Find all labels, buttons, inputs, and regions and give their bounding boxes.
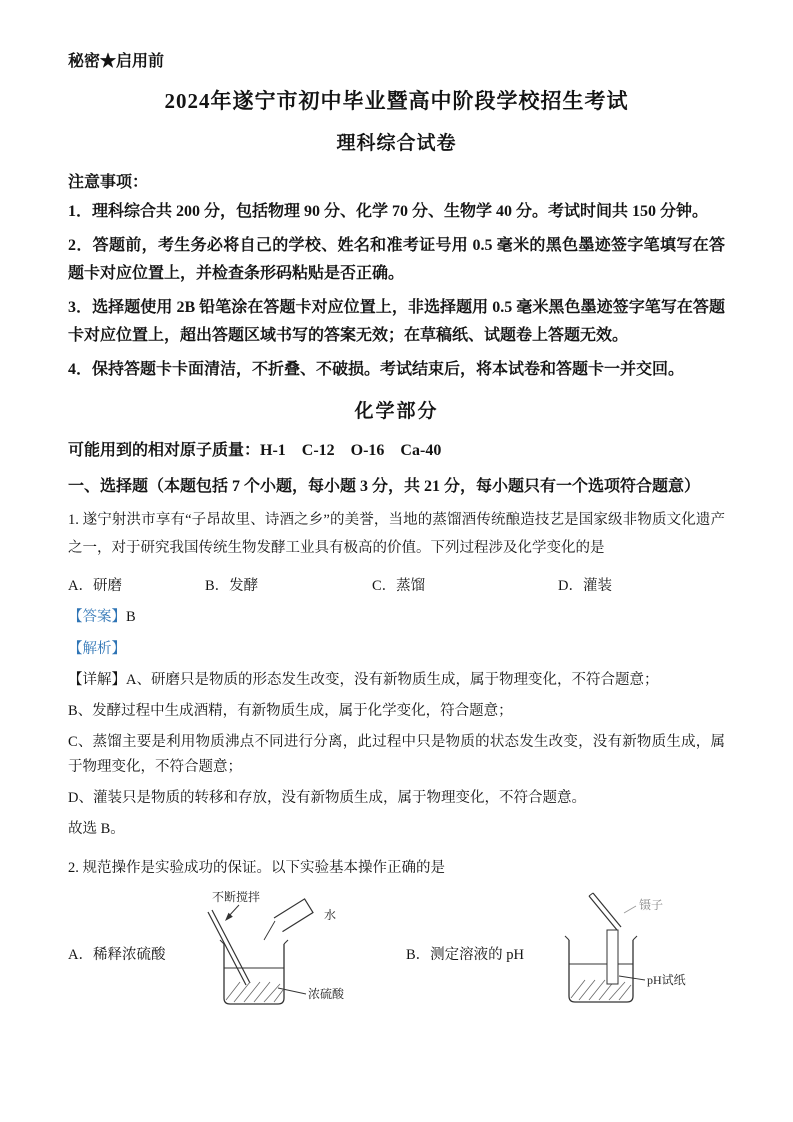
- water-label: 水: [324, 908, 337, 922]
- question-2-stem: 2. 规范操作是实验成功的保证。以下实验基本操作正确的是: [68, 860, 445, 876]
- dropper-icon: [589, 893, 621, 930]
- question-2: [68, 854, 725, 1018]
- option-d: D．灌装: [558, 578, 612, 594]
- answer-line: [68, 605, 725, 630]
- ph-paper-strip-icon: [607, 930, 618, 984]
- acid-label: 浓硫酸: [308, 987, 345, 1001]
- notice-item-2: 2．答题前，考生务必将自己的学校、姓名和准考证号用 0.5 毫米的黑色墨迹签字笔填写在答题卡对应位置上，并检查条形码粘贴是否正确。: [68, 237, 725, 282]
- beaker-icon: [220, 940, 288, 1004]
- detail-option-a: 【详解】A、研磨只是物质的形态发生改变，没有新物质生成，属于物理变化，不符合题意；: [68, 672, 659, 688]
- detail-option-c: C、蒸馏主要是利用物质沸点不同进行分离，此过程中只是物质的状态发生改变，没有新物质生成，属于物理变化，不符合题意；: [68, 734, 725, 775]
- answer-label: 【答案】: [68, 609, 126, 625]
- analysis-label: 【解析】: [68, 641, 126, 657]
- notice-item-1: 1．理科综合共 200 分，包括物理 90 分、化学 70 分、生物学 40 分。考试时间共 150 分钟。: [68, 203, 709, 220]
- detail-option-d: D、灌装只是物质的转移和存放，没有新物质生成，属于物理变化，不符合题意。: [68, 790, 586, 806]
- answer-value: B: [126, 609, 136, 625]
- analysis-line: [68, 637, 725, 662]
- diagram-b-caption: B．测定溶液的 pH: [406, 946, 525, 963]
- diagram-a-caption: A．稀释浓硫酸: [68, 946, 166, 963]
- detail-conclusion: 故选 B。: [68, 821, 125, 837]
- part-one-heading: 一、选择题（本题包括 7 个小题，每小题 3 分，共 21 分，每小题只有一个选项符合题意）: [68, 478, 701, 495]
- atomic-masses-line: 可能用到的相对原子质量：H-1 C-12 O-16 Ca-40: [68, 442, 442, 459]
- stir-arrow-icon: [225, 905, 239, 921]
- chemistry-section-title: 化学部分: [354, 401, 439, 422]
- ph-test-diagram: [541, 888, 726, 1018]
- classification-label: 秘密★启用前: [68, 53, 165, 70]
- option-a: A．研磨: [68, 578, 122, 594]
- question-2-diagrams: [68, 888, 725, 1018]
- question-1-stem: 1. 遂宁射洪市享有“子昂故里、诗酒之乡”的美誉，当地的蒸馏酒传统酿造技艺是国家级非物质文化遗产之一，对于研究我国传统生物发酵工业具有极高的价值。下列过程涉及化学变化的是: [68, 512, 725, 556]
- notice-item-3: 3．选择题使用 2B 铅笔涂在答题卡对应位置上，非选择题用 0.5 毫米黑色墨迹签字笔写在答题卡对应位置上，超出答题区域书写的答案无效；在草稿纸、试题卷上答题无效。: [68, 299, 725, 344]
- dilute-acid-diagram: [186, 888, 396, 1018]
- question-1: [68, 506, 725, 842]
- liquid-hatching: [571, 980, 631, 1000]
- notice-heading: 注意事项：: [68, 174, 149, 191]
- beaker-icon: [565, 936, 637, 1002]
- option-b: B．发酵: [205, 578, 259, 594]
- notice-item-4: 4．保持答题卡卡面清洁，不折叠、不破损。考试结束后，将本试卷和答题卡一并交回。: [68, 361, 685, 378]
- paper-leader-line: [619, 976, 645, 980]
- tweezers-leader-line: [624, 906, 636, 913]
- ph-paper-label: pH试纸: [647, 973, 686, 987]
- option-c: C．蒸馏: [372, 578, 426, 594]
- question-1-options: [68, 574, 725, 595]
- stir-label: 不断搅拌: [212, 890, 261, 904]
- pouring-vessel-icon: [264, 899, 313, 940]
- tweezers-label: 镊子: [639, 898, 664, 912]
- exam-title: 2024年遂宁市初中毕业暨高中阶段学校招生考试: [164, 89, 629, 113]
- liquid-hatching: [226, 982, 283, 1002]
- glass-rod-icon: [208, 910, 250, 985]
- exam-subtitle: 理科综合试卷: [336, 133, 457, 154]
- detail-option-b: B、发酵过程中生成酒精，有新物质生成，属于化学变化，符合题意；: [68, 703, 513, 719]
